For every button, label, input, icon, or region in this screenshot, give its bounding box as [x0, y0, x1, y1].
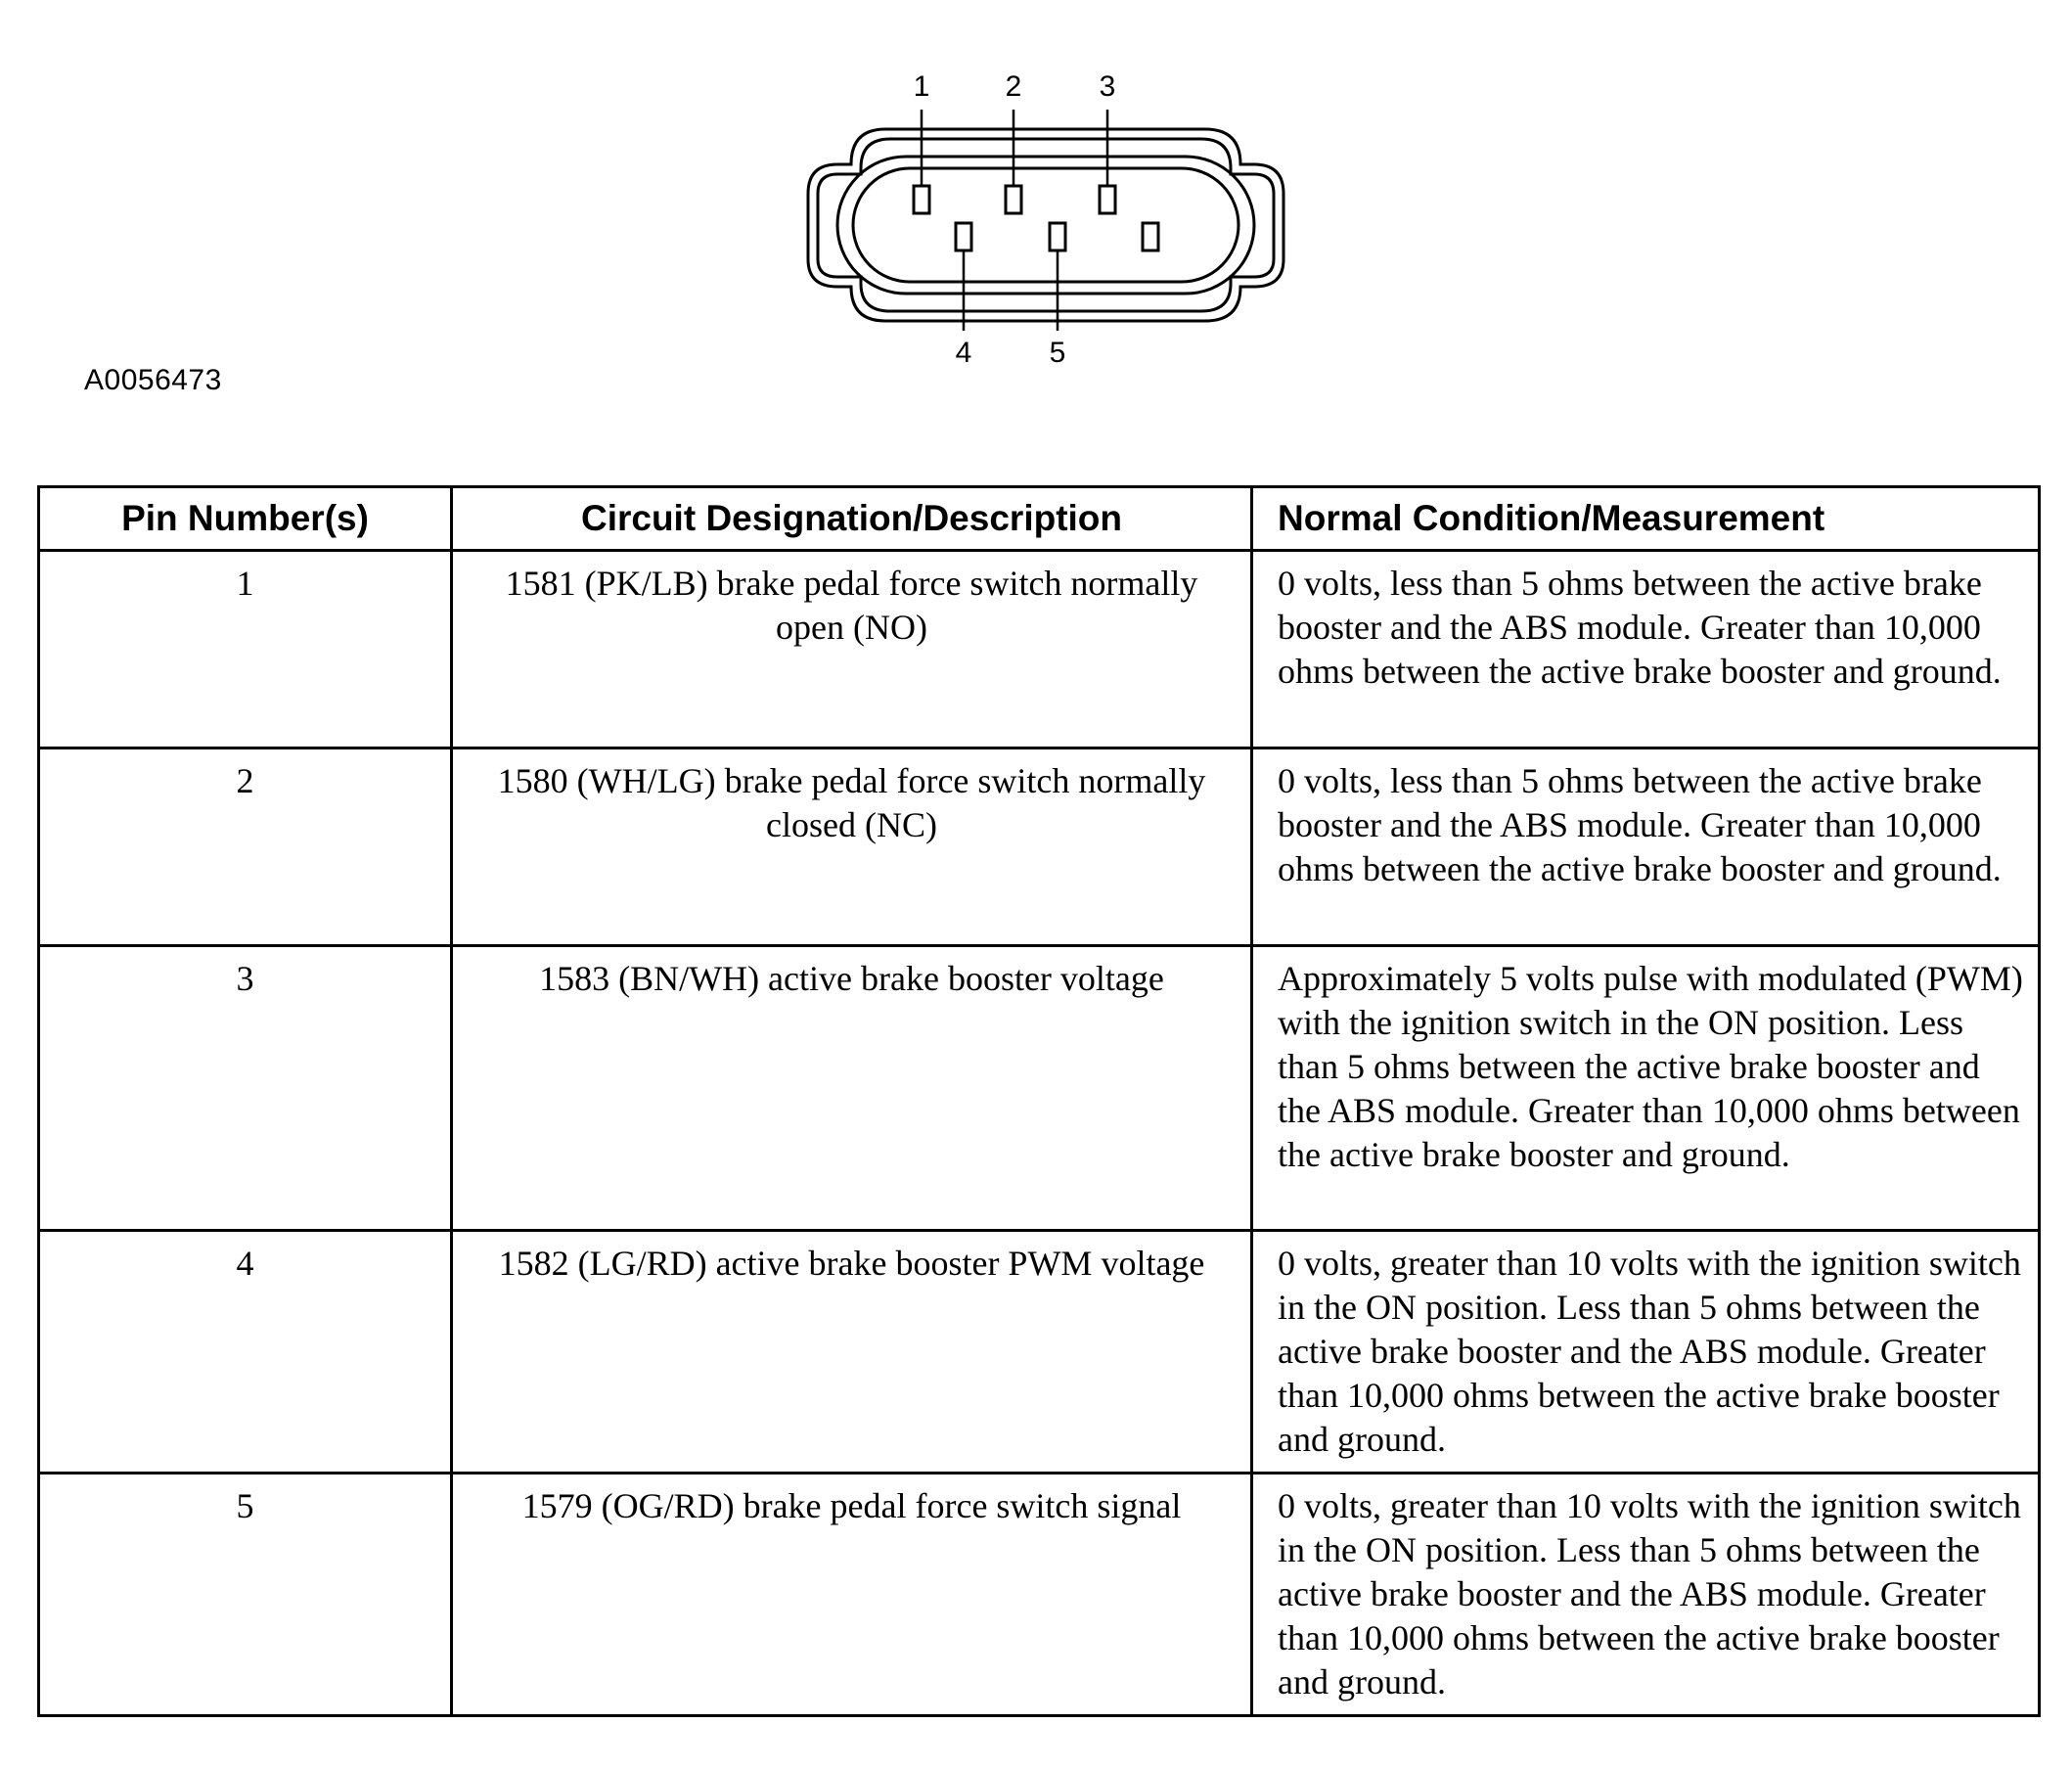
pin-number-cell: 1 [39, 551, 452, 748]
header-circuit-description: Circuit Designation/Description [452, 487, 1252, 551]
figure-id-label: A0056473 [84, 364, 222, 396]
pin-3-label: 3 [1099, 70, 1116, 103]
table-row [39, 1474, 2040, 1716]
header-pin-number: Pin Number(s) [39, 487, 452, 551]
pin-4-label: 4 [955, 337, 972, 369]
pinout-table [37, 485, 2041, 1717]
measurement-cell: 0 volts, greater than 10 volts with the ignition switch in the ON position. Less than 5 ohms between the active brake booster and the ABS module. Greater than 10,000 ohms between the active brake booster and ground. [1252, 1474, 2040, 1716]
pin-number-cell: 4 [39, 1231, 452, 1474]
pin-2-terminal [1006, 186, 1021, 213]
pin-1-terminal [914, 186, 929, 213]
circuit-description-cell: 1580 (WH/LG) brake pedal force switch normally closed (NC) [452, 748, 1252, 946]
pin-number-cell: 2 [39, 748, 452, 946]
connector-diagram [0, 0, 2072, 460]
table-row [39, 946, 2040, 1231]
circuit-description-cell: 1579 (OG/RD) brake pedal force switch signal [452, 1474, 1252, 1716]
measurement-cell: 0 volts, less than 5 ohms between the active brake booster and the ABS module. Greater than 10,000 ohms between the active brake booster and ground. [1252, 551, 2040, 748]
measurement-cell: Approximately 5 volts pulse with modulated (PWM) with the ignition switch in the ON position. Less than 5 ohms between the active brake booster and the ABS module. Greater than 10,000 ohms between the active brake booster and ground. [1252, 946, 2040, 1231]
measurement-cell: 0 volts, less than 5 ohms between the active brake booster and the ABS module. Greater than 10,000 ohms between the active brake booster and ground. [1252, 748, 2040, 946]
table-row [39, 1231, 2040, 1474]
pin-number-cell: 3 [39, 946, 452, 1231]
pin-6-terminal [1143, 223, 1158, 250]
connector-pin-cavity [853, 168, 1239, 282]
pin-3-terminal [1100, 186, 1115, 213]
circuit-description-cell: 1581 (PK/LB) brake pedal force switch normally open (NO) [452, 551, 1252, 748]
connector-face-svg [0, 0, 2072, 460]
connector-inner-shell [837, 157, 1254, 294]
pin-1-label: 1 [913, 70, 930, 103]
circuit-description-cell: 1582 (LG/RD) active brake booster PWM voltage [452, 1231, 1252, 1474]
pin-4-terminal [956, 223, 971, 250]
pin-2-label: 2 [1005, 70, 1022, 103]
table-row [39, 748, 2040, 946]
pin-5-terminal [1050, 223, 1065, 250]
pin-5-label: 5 [1049, 337, 1066, 369]
header-normal-condition: Normal Condition/Measurement [1252, 487, 2040, 551]
measurement-cell: 0 volts, greater than 10 volts with the ignition switch in the ON position. Less than 5 ohms between the active brake booster and the ABS module. Greater than 10,000 ohms between the active brake booster and ground. [1252, 1231, 2040, 1474]
pin-number-cell: 5 [39, 1474, 452, 1716]
table-header-row [39, 487, 2040, 551]
circuit-description-cell: 1583 (BN/WH) active brake booster voltage [452, 946, 1252, 1231]
table-row [39, 551, 2040, 748]
connector-housing-inner-line [818, 139, 1274, 311]
